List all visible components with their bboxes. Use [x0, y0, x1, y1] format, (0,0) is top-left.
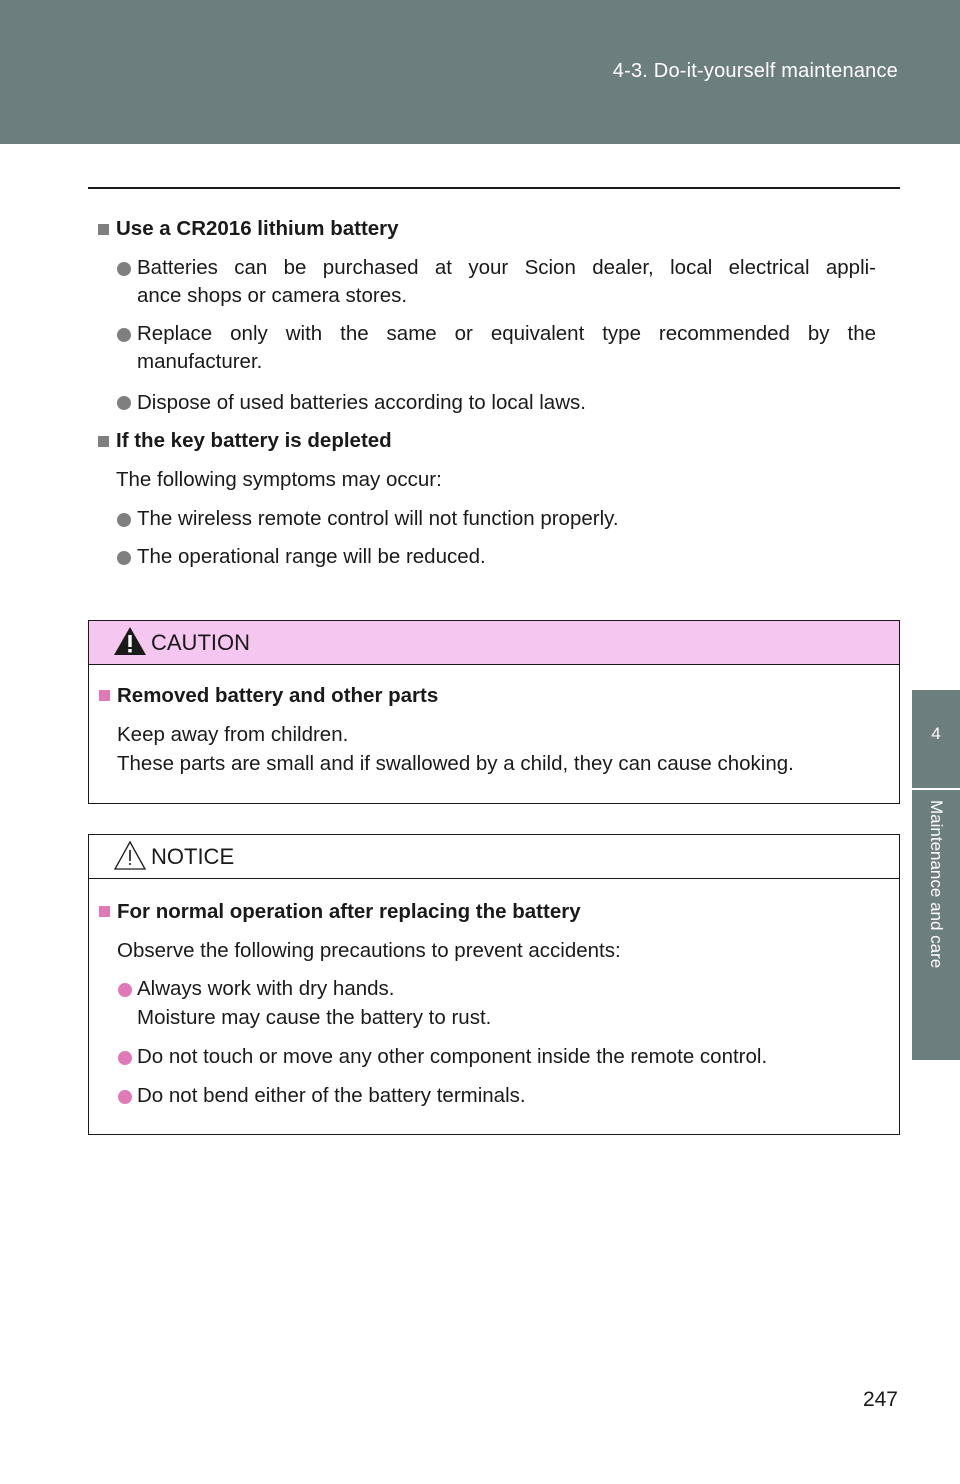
square-bullet-icon: [98, 436, 109, 447]
chapter-label: Maintenance and care: [927, 800, 946, 969]
round-bullet-icon: [118, 1051, 132, 1065]
round-bullet-icon: [118, 983, 132, 997]
section-heading: If the key battery is depleted: [116, 429, 392, 452]
notice-bullet-text: Always work with dry hands.: [137, 977, 395, 1000]
caution-heading: Removed battery and other parts: [117, 684, 439, 707]
square-bullet-icon: [98, 224, 109, 235]
bullet-text: The wireless remote control will not function properly.: [137, 507, 619, 530]
round-bullet-icon: [118, 1090, 132, 1104]
page-number: 247: [862, 1388, 898, 1411]
notice-bullet-text: Do not bend either of the battery terminals.: [137, 1084, 526, 1107]
notice-heading: For normal operation after replacing the battery: [117, 900, 581, 923]
bullet-text: Replace only with the same or equivalent type recommended by the: [137, 322, 876, 345]
round-bullet-icon: [117, 513, 131, 527]
notice-header: [89, 835, 899, 879]
caution-header: [89, 621, 899, 665]
bullet-text: Dispose of used batteries according to local laws.: [137, 391, 586, 414]
caution-box: [88, 620, 900, 804]
notice-intro: Observe the following precautions to prevent accidents:: [117, 939, 621, 962]
section-heading: Use a CR2016 lithium battery: [116, 217, 399, 240]
bullet-text: Batteries can be purchased at your Scion dealer, local electrical appli-: [137, 256, 876, 279]
notice-bullet-text-continued: Moisture may cause the battery to rust.: [137, 1006, 492, 1029]
caution-text: Keep away from children.: [117, 723, 349, 746]
caution-text: These parts are small and if swallowed by a child, they can cause choking.: [117, 752, 794, 775]
bullet-text: The operational range will be reduced.: [137, 545, 486, 568]
top-rule: [88, 187, 900, 189]
notice-title: NOTICE: [151, 844, 235, 869]
round-bullet-icon: [117, 396, 131, 410]
square-bullet-icon: [99, 906, 110, 917]
round-bullet-icon: [117, 551, 131, 565]
notice-bullet-text: Do not touch or move any other component inside the remote control.: [137, 1045, 768, 1068]
round-bullet-icon: [117, 262, 131, 276]
square-bullet-icon: [99, 690, 110, 701]
warning-triangle-icon: [113, 625, 147, 657]
warning-outline-icon: [113, 839, 147, 871]
bullet-text-continued: ance shops or camera stores.: [137, 284, 408, 307]
section-intro: The following symptoms may occur:: [116, 468, 442, 491]
chapter-number: 4: [931, 724, 941, 743]
section-title: 4-3. Do-it-yourself maintenance: [612, 60, 898, 82]
round-bullet-icon: [117, 328, 131, 342]
caution-title: CAUTION: [151, 630, 250, 655]
bullet-text-continued: manufacturer.: [137, 350, 263, 373]
notice-box: [88, 834, 900, 1135]
